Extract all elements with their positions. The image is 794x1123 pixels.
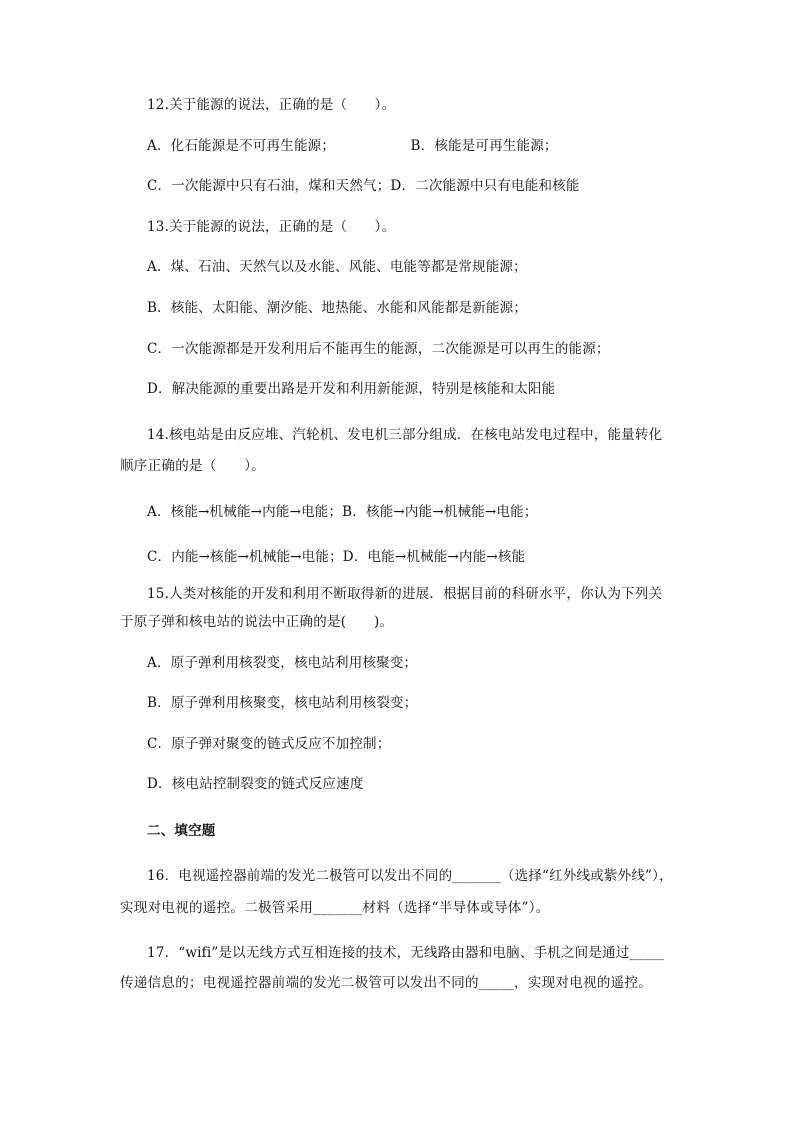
q17-line1: 17．“wifi”是以无线方式互相连接的技术，无线路由器和电脑、手机之间是通过_____ bbox=[147, 945, 665, 961]
q15-option-a: A．原子弹利用核裂变，核电站利用核聚变； bbox=[147, 655, 418, 671]
q14-options-cd: C．内能→核能→机械能→电能；D．电能→机械能→内能→核能 bbox=[147, 549, 526, 565]
q15-option-d: D．核电站控制裂变的链式反应速度 bbox=[147, 776, 364, 792]
q13-option-a: A．煤、石油、天然气以及水能、风能、电能等都是常规能源； bbox=[147, 259, 527, 275]
q14-stem-line1: 14.核电站是由反应堆、汽轮机、发电机三部分组成．在核电站发电过程中，能量转化 bbox=[147, 427, 663, 443]
q15-stem-line2: 于原子弹和核电站的说法中正确的是( )。 bbox=[120, 614, 394, 630]
q17-line2: 传递信息的；电视遥控器前端的发光二极管可以发出不同的_____，实现对电视的遥控。 bbox=[120, 975, 653, 991]
q13-stem: 13.关于能源的说法，正确的是（ ）。 bbox=[147, 219, 396, 235]
q16-line1: 16．电视遥控器前端的发光二极管可以发出不同的_______（选择“红外线或紫外线”）， bbox=[147, 868, 673, 884]
q15-option-c: C．原子弹对聚变的链式反应不加控制； bbox=[147, 736, 391, 752]
q15-stem-line1: 15.人类对核能的开发和利用不断取得新的进展．根据目前的科研水平，你认为下列关 bbox=[147, 586, 663, 602]
q14-stem-line2: 顺序正确的是（ ）。 bbox=[120, 458, 266, 474]
q13-option-b: B．核能、太阳能、潮汐能、地热能、水能和风能都是新能源； bbox=[147, 300, 528, 316]
section-title-fill-in: 二、填空题 bbox=[147, 823, 216, 839]
q12-stem: 12.关于能源的说法，正确的是（ ）。 bbox=[147, 97, 396, 113]
q13-option-d: D．解决能源的重要出路是开发和利用新能源，特别是核能和太阳能 bbox=[147, 381, 556, 397]
q15-option-b: B．原子弹利用核聚变，核电站利用核裂变； bbox=[147, 695, 418, 711]
q12-options-ab: A．化石能源是不可再生能源； B．核能是可再生能源； bbox=[147, 138, 558, 154]
q12-options-cd: C．一次能源中只有石油，煤和天然气；D．二次能源中只有电能和核能 bbox=[147, 178, 580, 194]
q13-option-c: C．一次能源都是开发利用后不能再生的能源，二次能源是可以再生的能源； bbox=[147, 341, 610, 357]
q16-line2: 实现对电视的遥控。二极管采用_______材料（选择“半导体或导体”）。 bbox=[120, 900, 550, 916]
q14-options-ab: A．核能→机械能→内能→电能；B．核能→内能→机械能→电能； bbox=[147, 504, 538, 520]
